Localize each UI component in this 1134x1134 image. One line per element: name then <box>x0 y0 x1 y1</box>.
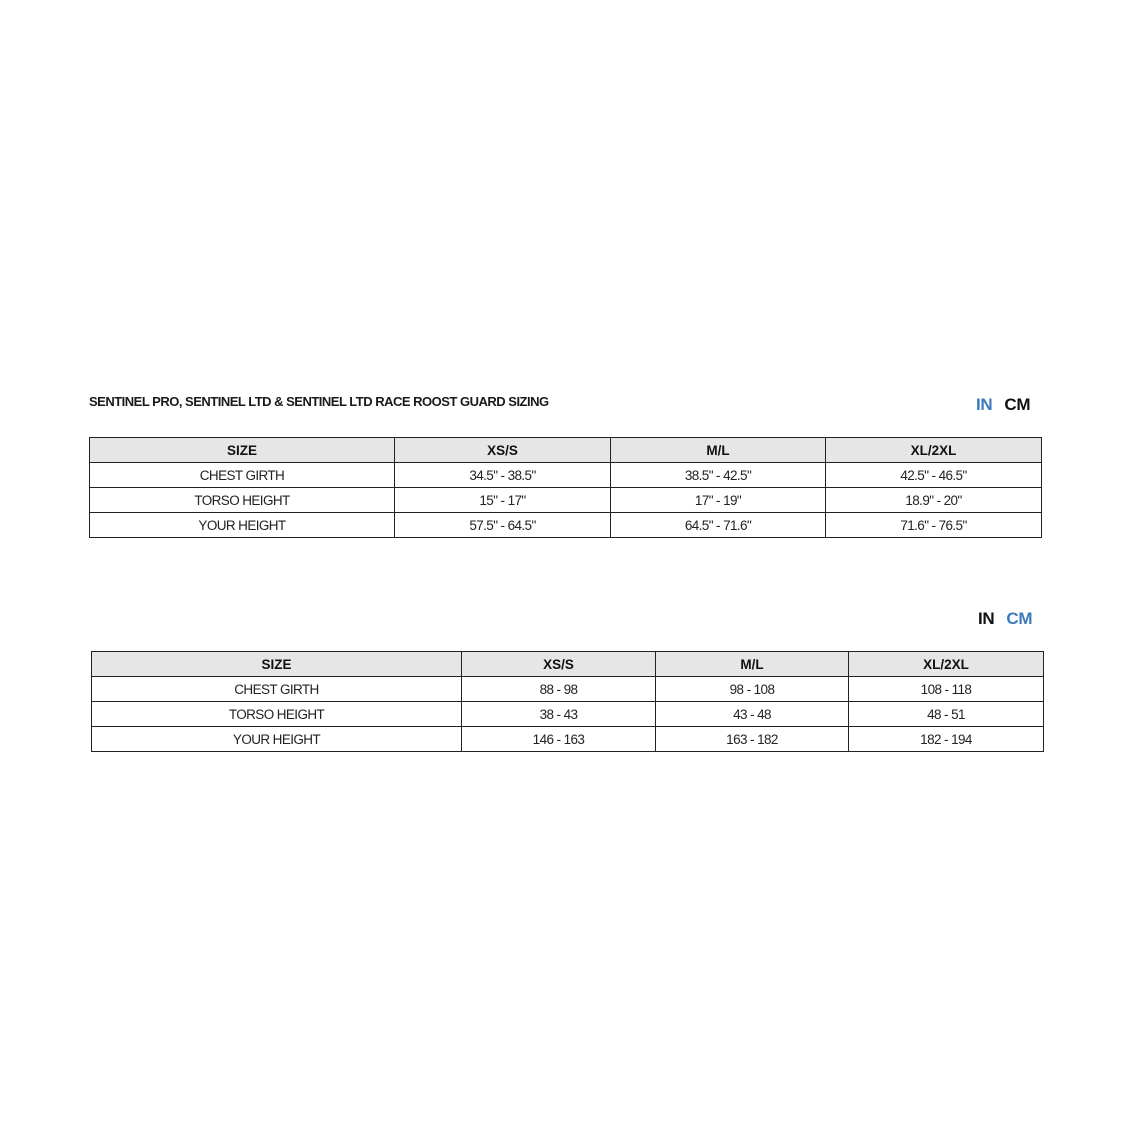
header-xl-2xl: XL/2XL <box>849 652 1044 677</box>
table-row <box>90 463 1042 488</box>
table-row <box>92 677 1044 702</box>
table-cell: 64.5" - 71.6" <box>611 513 826 538</box>
unit-cm-button[interactable]: CM <box>1004 395 1031 414</box>
table-header-row <box>90 438 1042 463</box>
table-cell: 18.9" - 20" <box>826 488 1042 513</box>
table-cell: 42.5" - 46.5" <box>826 463 1042 488</box>
table-cell: 43 - 48 <box>656 702 849 727</box>
size-table-cm <box>91 651 1044 752</box>
table-cell: 38 - 43 <box>462 702 656 727</box>
size-table-inches <box>89 437 1042 538</box>
table-cell: 15" - 17" <box>395 488 611 513</box>
table-row <box>92 702 1044 727</box>
header-m-l: M/L <box>656 652 849 677</box>
header-xs-s: XS/S <box>395 438 611 463</box>
table-cell: 38.5" - 42.5" <box>611 463 826 488</box>
table-cell: 71.6" - 76.5" <box>826 513 1042 538</box>
table-cell: 146 - 163 <box>462 727 656 752</box>
row-label: CHEST GIRTH <box>90 463 395 488</box>
unit-toggle-inches-section <box>976 395 1030 415</box>
table-cell: 108 - 118 <box>849 677 1044 702</box>
row-label: CHEST GIRTH <box>92 677 462 702</box>
table-row <box>92 727 1044 752</box>
page-title: SENTINEL PRO, SENTINEL LTD & SENTINEL LTD RACE ROOST GUARD SIZING <box>89 394 549 409</box>
table-cell: 98 - 108 <box>656 677 849 702</box>
unit-in-button[interactable]: IN <box>976 395 993 414</box>
table-row <box>90 513 1042 538</box>
unit-in-button[interactable]: IN <box>978 609 995 628</box>
table-cell: 182 - 194 <box>849 727 1044 752</box>
header-size: SIZE <box>92 652 462 677</box>
table-cell: 57.5" - 64.5" <box>395 513 611 538</box>
table-cell: 163 - 182 <box>656 727 849 752</box>
row-label: TORSO HEIGHT <box>90 488 395 513</box>
table-cell: 48 - 51 <box>849 702 1044 727</box>
table-cell: 88 - 98 <box>462 677 656 702</box>
unit-toggle-cm-section <box>978 609 1032 629</box>
header-xl-2xl: XL/2XL <box>826 438 1042 463</box>
table-cell: 34.5" - 38.5" <box>395 463 611 488</box>
table-header-row <box>92 652 1044 677</box>
row-label: TORSO HEIGHT <box>92 702 462 727</box>
table-cell: 17" - 19" <box>611 488 826 513</box>
header-size: SIZE <box>90 438 395 463</box>
header-xs-s: XS/S <box>462 652 656 677</box>
header-m-l: M/L <box>611 438 826 463</box>
row-label: YOUR HEIGHT <box>90 513 395 538</box>
table-row <box>90 488 1042 513</box>
unit-cm-button[interactable]: CM <box>1006 609 1033 628</box>
row-label: YOUR HEIGHT <box>92 727 462 752</box>
